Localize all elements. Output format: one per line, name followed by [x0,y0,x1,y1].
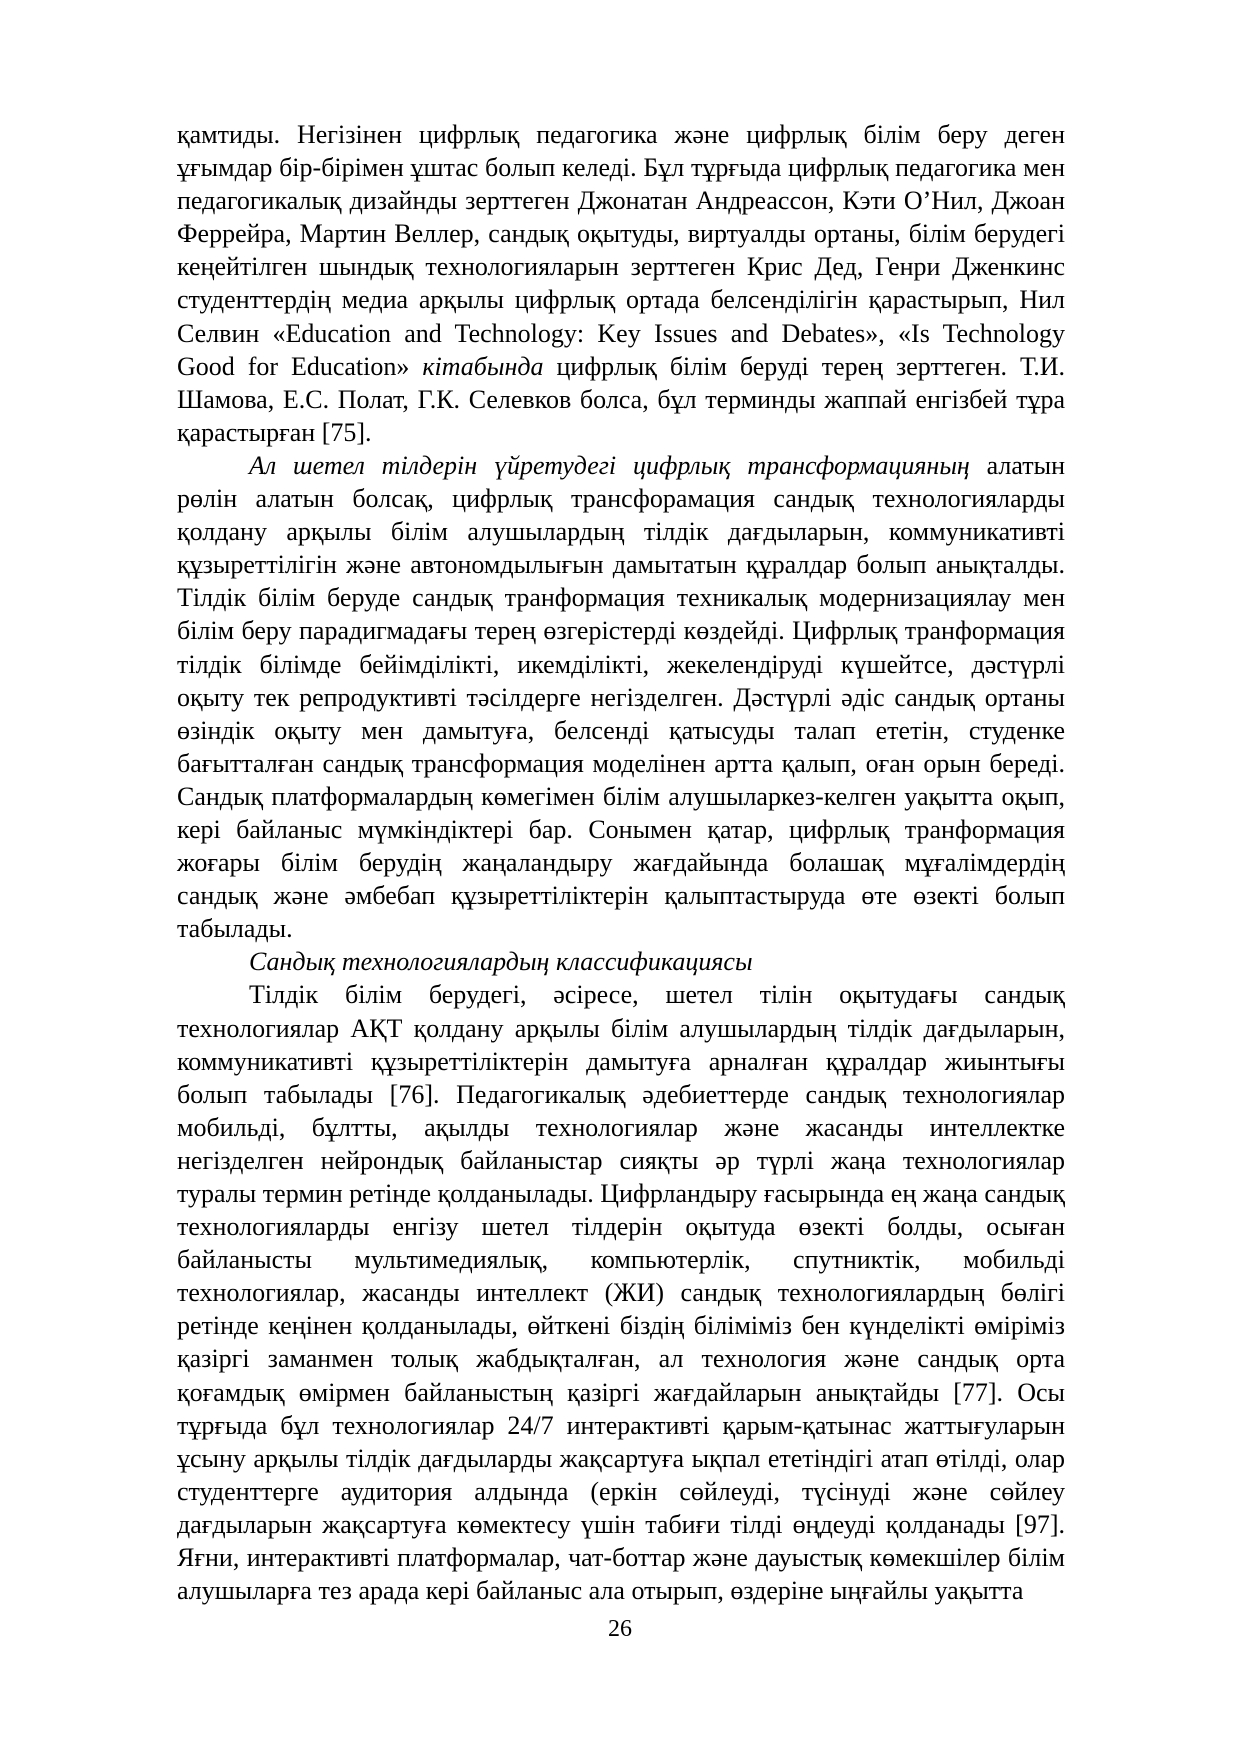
paragraph-1 [177,118,1065,449]
paragraph-1-text: қамтиды. Негізінен цифрлық педагогика және цифрлық білім беру деген ұғымдар бір-бірімен ұштас болып келеді. Бұл тұрғыда цифрлық педагогика мен педагогикалық дизайнды зерттеген Джонатан Андреассон, Кэти О’Нил, Джоан Феррейра, Мартин Веллер, сандық оқытуды, виртуалды ортаны, білім берудегі кеңейтілген шындық технологияларын зерттеген Крис Дед, Генри Дженкинс студенттердің медиа арқылы цифрлық ортада белсенділігін қарастырып, Нил Селвин «Education and Technology: Key Issues and Debates», «Is Technology Good for Education» [177,120,1065,381]
paragraph-2-text-after: алатын рөлін алатын болсақ, цифрлық трансфорамация сандық технологияларды қолдану арқылы білім алушылардың тілдік дағдыларын, коммуникативті құзыреттілігін және автономдылығын дамытатын құралдар болып анықталды. Тілдік білім беруде сандық транформация техникалық модернизациялау мен білім беру парадигмадағы терең өзгерістерді көздейді. Цифрлық транформация тілдік білімде бейімділікті, икемділікті, жекелендіруді күшейтсе, дәстүрлі оқыту тек репродуктивті тәсілдерге негізделген. Дәстүрлі әдіс сандық ортаны өзіндік оқыту мен дамытуға, белсенді қатысуды талап ететін, студенке бағытталған сандық трансформация моделінен артта қалып, оған орын береді. Сандық платформалардың көмегімен білім алушыларкез-келген уақытта оқып, кері байланыс мүмкіндіктері бар. Сонымен қатар, цифрлық транформация жоғары білім берудің жаңаландыру жағдайында болашақ мұғалімдердің сандық және әмбебап құзыреттіліктерін қалыптастыруда өте өзекті болып табылады. [177,450,1066,944]
section-heading: Сандық технологиялардың классификациясы [249,947,753,977]
paragraph-1-italic: кітабында [422,351,544,381]
paragraph-1-text-after: цифрлық білім беруді терең зерттеген. Т.И. Шамова, Е.С. Полат, Г.К. Селевков болса, бұл терминды жаппай енгізбей тұра қарастырған [75]. [177,351,1065,447]
page-number: 26 [608,1616,632,1642]
paragraph-2-italic: Ал шетел тілдерін үйретудегі цифрлық трансформацияның [249,450,970,480]
paragraph-3: Тілдік білім берудегі, әсіресе, шетел тілін оқытудағы сандық технологиялар АҚТ қолдану арқылы білім алушылардың тілдік дағдыларын, коммуникативті құзыреттіліктерін дамытуға арналған құралдар жиынтығы болып табылады [76]. Педагогикалық әдебиеттерде сандық технологиялар мобильді, бұлтты, ақылды технологиялар және жасанды интеллектке негізделген нейрондық байланыстар сияқты әр түрлі жаңа технологиялар туралы термин ретінде қолданылады. Цифрландыру ғасырында ең жаңа сандық технологияларды енгізу шетел тілдерін оқытуда өзекті болды, осыған байланысты мультимедиялық, компьютерлік, спутниктік, мобильді технологиялар, жасанды интеллект (ЖИ) сандық технологиялардың бөлігі ретінде кеңінен қолданылады, өйткені біздің біліміміз бен күнделікті өміріміз қазіргі заманмен толық жабдықталған, ал технология және сандық орта қоғамдық өмірмен байланыстың қазіргі жағдайларын анықтайды [77]. Осы тұрғыда бұл технологиялар 24/7 интерактивті қарым-қатынас жаттығуларын ұсыну арқылы тілдік дағдыларды жақсартуға ықпал ететіндігі атап өтілді, олар студенттерге аудитория алдында (еркін сөйлеуді, түсінуді және сөйлеу дағдыларын жақсартуға көмектесу үшін табиғи тілді өңдеуді қолданады [97]. Яғни, интерактивті платформалар, чат-боттар және дауыстық көмекшілер білім алушыларға тез арада кері байланыс ала отырып, өздеріне ыңғайлы уақытта [177,980,1065,1606]
document-page [177,118,1065,1607]
paragraph-2 [177,449,1065,945]
